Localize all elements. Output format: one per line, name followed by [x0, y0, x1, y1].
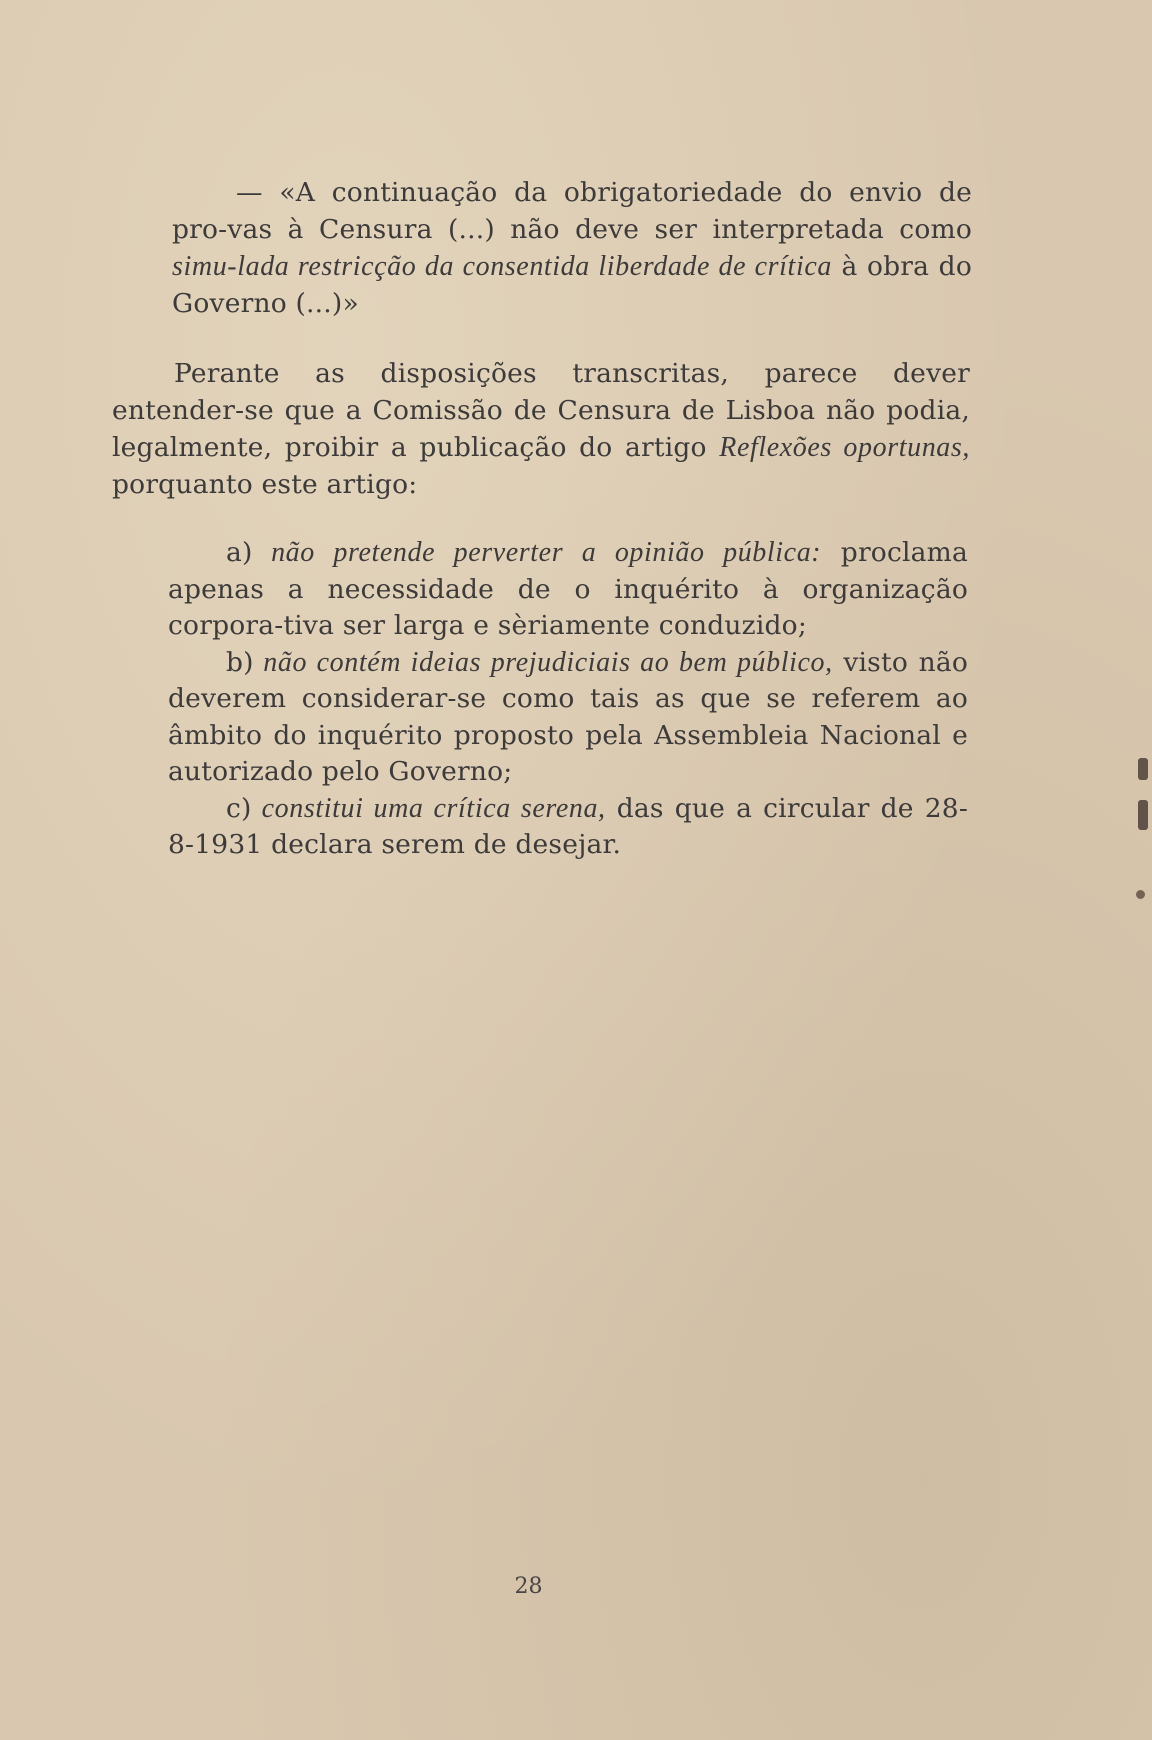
intro-text-start: Perante as disposições transcritas, parece dever entender-se que a Comissão de Censura de Lisboa não podia, legalmente, proibir a publicação do artigo: [112, 358, 970, 463]
list-item: [168, 791, 968, 864]
list-marker: c): [226, 792, 252, 824]
argument-list: [168, 535, 968, 864]
list-item-text: visto não deverem considerar-se como tais as que se referem ao âmbito do inquérito proposto pela Assembleia Nacional e autorizado pelo Governo;: [168, 646, 968, 787]
binding-mark: [1138, 758, 1148, 780]
list-item: [168, 645, 968, 791]
quote-text-end: à obra do Governo (...)»: [172, 251, 973, 319]
list-marker: b): [226, 646, 254, 678]
list-item-italic: constitui uma crítica serena,: [251, 792, 606, 824]
list-item-italic: não contém ideias prejudiciais ao bem público,: [253, 646, 833, 678]
list-item-text: proclama apenas a necessidade de o inquérito à organização corpora-tiva ser larga e sèriamente conduzido;: [168, 537, 969, 641]
quote-italic-phrase: simu-lada restricção da consentida liberdade de crítica: [172, 251, 832, 282]
binding-mark: [1138, 800, 1148, 830]
list-item-italic: não pretende perverter a opinião pública:: [252, 537, 822, 568]
intro-paragraph: [112, 355, 970, 503]
list-item-text: das que a circular de 28-8-1931 declara serem de desejar.: [168, 792, 968, 860]
quote-text-start: — «A continuação da obrigatoriedade do envio de pro-vas à Censura (...) não deve ser interpretada como: [172, 177, 972, 245]
quoted-paragraph: [172, 174, 972, 322]
page-number: 28: [514, 1574, 543, 1599]
article-title: Reflexões oportunas,: [719, 432, 971, 463]
intro-text-end: porquanto este artigo:: [112, 469, 418, 500]
list-marker: a): [226, 537, 253, 568]
edge-spot: [1136, 890, 1145, 899]
list-item: [168, 535, 968, 645]
